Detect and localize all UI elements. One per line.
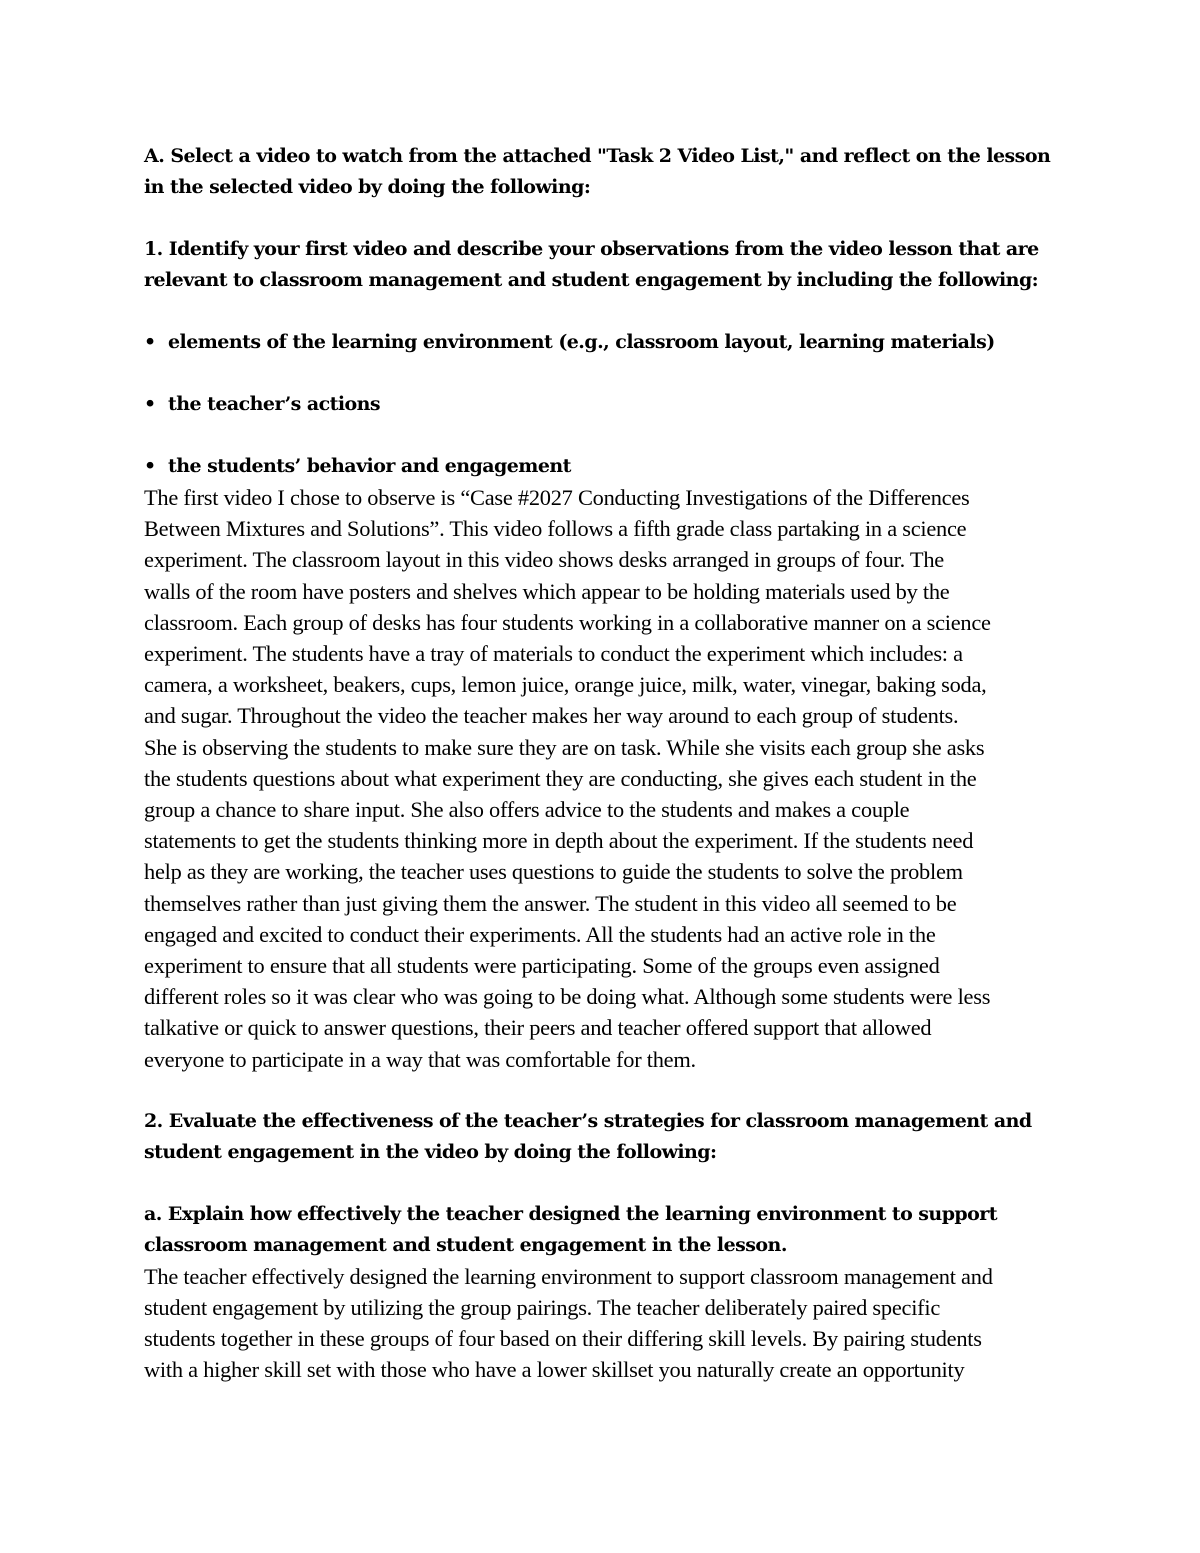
spacer [144,296,1074,327]
answer-line: experiment. The students have a tray of materials to conduct the experiment which includes: a [144,641,963,667]
answer-line: help as they are working, the teacher uses questions to guide the students to solve the problem [144,859,963,885]
answer-line: walls of the room have posters and shelves which appear to be holding materials used by the [144,578,950,604]
answer-line: and sugar. Throughout the video the teacher makes her way around to each group of students. [144,703,959,729]
heading-line: 1. Identify your first video and describe your observations from the video lesson that are [144,238,1039,260]
spacer [144,1168,1074,1199]
heading-line: classroom management and student engagement in the lesson. [144,1233,787,1256]
answer-line: She is observing the students to make sure they are on task. While she visits each group she asks [144,734,985,760]
answer-line: students together in these groups of four based on their differing skill levels. By pairing students [144,1326,982,1352]
bullet-text: the students’ behavior and engagement [168,455,571,477]
heading-line: A. Select a video to watch from the attached "Task 2 Video List," and reflect on the lesson [144,145,1051,167]
answer-line: statements to get the students thinking more in depth about the experiment. If the students need [144,828,974,854]
heading-line: a. Explain how effectively the teacher designed the learning environment to support [144,1202,997,1225]
answer-line: The first video I chose to observe is “Case #2027 Conducting Investigations of the Differences [144,485,970,510]
bullet-item [144,389,1074,420]
answer-line: group a chance to share input. She also offers advice to the students and makes a couple [144,797,910,823]
spacer [144,203,1074,234]
bullet-icon: • [144,331,156,353]
heading-line: student engagement in the video by doing the following: [144,1140,717,1163]
bullet-text: the teacher’s actions [168,393,381,415]
answer-line: camera, a worksheet, beakers, cups, lemon juice, orange juice, milk, water, vinegar, baking soda, [144,672,987,698]
item-2a-heading [144,1199,1074,1261]
bullet-icon: • [144,455,156,477]
answer-line: everyone to participate in a way that was comfortable for them. [144,1046,696,1072]
answer-line: Between Mixtures and Solutions”. This video follows a fifth grade class partaking in a science [144,516,967,542]
bullet-icon: • [144,393,156,415]
document-content [144,141,1074,1386]
bullet-item [144,451,1074,482]
spacer [144,358,1074,389]
bullet-item [144,327,1074,358]
heading-line: relevant to classroom management and student engagement by including the following: [144,269,1039,291]
answer-line: with a higher skill set with those who have a lower skillset you naturally create an opportunity [144,1357,965,1383]
answer-line: experiment to ensure that all students were participating. Some of the groups even assigned [144,953,940,979]
section-a-heading [144,141,1074,203]
item-2-heading [144,1106,1074,1168]
answer-line: themselves rather than just giving them the answer. The student in this video all seemed to be [144,890,957,916]
answer-line: The teacher effectively designed the learning environment to support classroom management and [144,1263,993,1289]
heading-line: in the selected video by doing the following: [144,176,591,198]
answer-line: engaged and excited to conduct their experiments. All the students had an active role in the [144,921,936,947]
heading-line: 2. Evaluate the effectiveness of the teacher’s strategies for classroom management and [144,1109,1032,1132]
answer-line: classroom. Each group of desks has four students working in a collaborative manner on a science [144,609,991,635]
answer-line: experiment. The classroom layout in this video shows desks arranged in groups of four. The [144,547,944,573]
spacer [144,1075,1074,1106]
answer-line: talkative or quick to answer questions, their peers and teacher offered support that allowed [144,1015,932,1041]
bullet-text: elements of the learning environment (e.g., classroom layout, learning materials) [168,331,995,353]
answer-line: different roles so it was clear who was going to be doing what. Although some students were less [144,984,991,1010]
answer-line: the students questions about what experiment they are conducting, she gives each student in the [144,765,977,791]
item-2a-answer [144,1261,1074,1386]
item-1-answer [144,482,1074,1075]
item-1-heading [144,234,1074,296]
spacer [144,420,1074,451]
answer-line: student engagement by utilizing the group pairings. The teacher deliberately paired specific [144,1295,941,1321]
